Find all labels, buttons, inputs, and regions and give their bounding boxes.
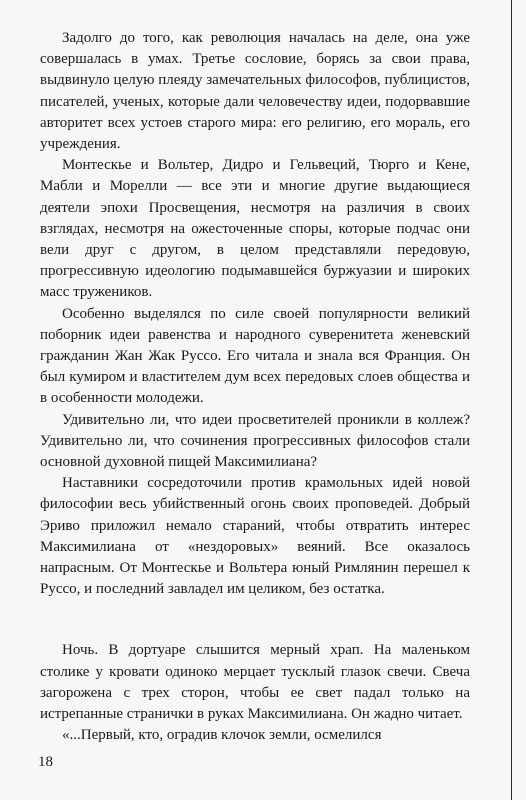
paragraph-7: «...Первый, кто, оградив клочок земли, осмелился (62, 727, 382, 744)
paragraph-2: Монтескье и Вольтер, Дидро и Гельвеций, Тюрго и Кене, Мабли и Морелли — все эти и многие другие выдающиеся деятели эпохи Просвещения, несмотря на различия в своих взглядах, несмотря на ожесточенные споры, которые подчас они вели друг с другом, в целом представляли передовую, прогрессивную идеологию подымавшейся буржуазии и широких масс тружеников. (40, 157, 470, 301)
section-break (40, 600, 470, 640)
paragraph-3: Особенно выделялся по силе своей популярности великий поборник идеи равенства и народного суверенитета женевский гражданин Жан Жак Руссо. Его читала и знала вся Франция. Он был кумиром и властителем дум всех передовых слоев общества и в особенности молодежи. (40, 305, 470, 407)
page-edge-line (511, 0, 513, 800)
page-number: 18 (38, 754, 53, 770)
paragraph-1: Задолго до того, как революция началась на деле, она уже совершалась в умах. Третье сословие, борясь за свои права, выдвинуло целую плеяду замечательных философов, публицистов, писателей, ученых, которые дали человечеству идеи, подорвавшие авторитет всех устоев старого мира: его религию, его мораль, его учреждения. (40, 30, 470, 153)
paragraph-4: Удивительно ли, что идеи просветителей проникли в коллеж? Удивительно ли, что сочинения прогрессивных философов стали основной духовной пищей Максимилиана? (40, 411, 470, 471)
main-text (40, 28, 470, 747)
paragraph-5: Наставники сосредоточили против крамольных идей новой философии весь убийственный огонь своих проповедей. Добрый Эриво приложил немало стараний, чтобы отвратить интерес Максимилиана от «нездоровых» веяний. Все оказалось напрасным. От Монтескье и Вольтера юный Римлянин перешел к Руссо, и последний завладел им целиком, без остатка. (40, 475, 470, 598)
paragraph-6: Ночь. В дортуаре слышится мерный храп. На маленьком столике у кровати одиноко мерцает тусклый глазок свечи. Свеча загорожена с трех сторон, чтобы ее свет падал только на истрепанные странички в руках Максимилиана. Он жадно читает. (40, 642, 470, 723)
